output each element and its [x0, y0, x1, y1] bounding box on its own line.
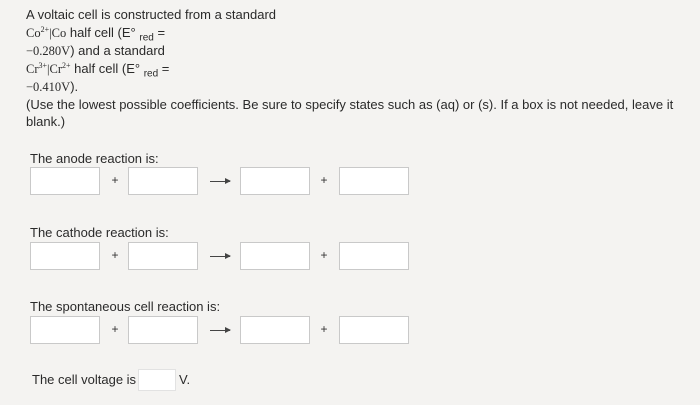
plus-sign: +: [111, 322, 119, 336]
plus-sign: +: [320, 173, 328, 187]
cr3-ion: $Cr^{3+}$: [26, 60, 48, 76]
plus-sign: +: [320, 322, 328, 336]
cell-reactant-1-input[interactable]: [30, 316, 100, 344]
question-line-3: [26, 42, 276, 60]
cathode-reactant-2-input[interactable]: [128, 242, 198, 270]
co-ion: $Co^{2+}$: [26, 24, 50, 40]
anode-label: The anode reaction is:: [30, 151, 159, 166]
spontaneous-label: The spontaneous cell reaction is:: [30, 299, 221, 314]
question-text: [26, 6, 276, 96]
cr2-ion: $Cr^{2+}$: [49, 60, 71, 76]
cathode-label: The cathode reaction is:: [30, 225, 169, 240]
and-standard-text: ) and a standard: [70, 43, 165, 58]
cathode-product-2-input[interactable]: [339, 242, 409, 270]
reaction-arrow-icon: [210, 256, 230, 257]
red-subscript: red: [139, 32, 154, 44]
cr-close-text: ).: [70, 79, 79, 94]
anode-product-2-input[interactable]: [339, 167, 409, 195]
reaction-arrow-icon: [210, 181, 230, 182]
question-line-5: [26, 78, 276, 96]
equals-sign: =: [157, 25, 166, 40]
cell-voltage-input[interactable]: [138, 369, 176, 391]
plus-sign: +: [320, 248, 328, 262]
cell-product-2-input[interactable]: [339, 316, 409, 344]
cathode-product-1-input[interactable]: [240, 242, 310, 270]
question-line-2: $Co^{2+}|Co$ half cell (E° $_{red}$ =: [26, 24, 166, 44]
question-line-4: $Cr^{3+}|Cr^{2+}$ half cell (E° $_{red}$ =: [26, 60, 170, 80]
anode-product-1-input[interactable]: [240, 167, 310, 195]
reaction-arrow-icon: [210, 330, 230, 331]
instructions: (Use the lowest possible coefficients. Be sure to specify states such as (aq) or (s). If a box is not needed, leave it blank.): [26, 97, 674, 129]
co-potential: −0.280V: [26, 44, 71, 58]
plus-sign: +: [111, 173, 119, 187]
cr-potential: −0.410V: [26, 80, 71, 94]
plus-sign: +: [111, 248, 119, 262]
question-line-1: A voltaic cell is constructed from a standard: [26, 7, 277, 22]
anode-reactant-2-input[interactable]: [128, 167, 198, 195]
cr-half-cell-text: half cell (E°: [74, 61, 141, 76]
red-subscript-2: red: [143, 68, 159, 80]
co-metal: Co: [51, 26, 67, 40]
voltage-unit: V.: [179, 372, 191, 387]
equals-sign-2: =: [161, 61, 170, 76]
cell-reactant-2-input[interactable]: [128, 316, 198, 344]
co-half-cell-text: half cell (E°: [69, 25, 136, 40]
cathode-reactant-1-input[interactable]: [30, 242, 100, 270]
anode-reactant-1-input[interactable]: [30, 167, 100, 195]
cell-product-1-input[interactable]: [240, 316, 310, 344]
cell-voltage-label: The cell voltage is: [32, 372, 137, 387]
